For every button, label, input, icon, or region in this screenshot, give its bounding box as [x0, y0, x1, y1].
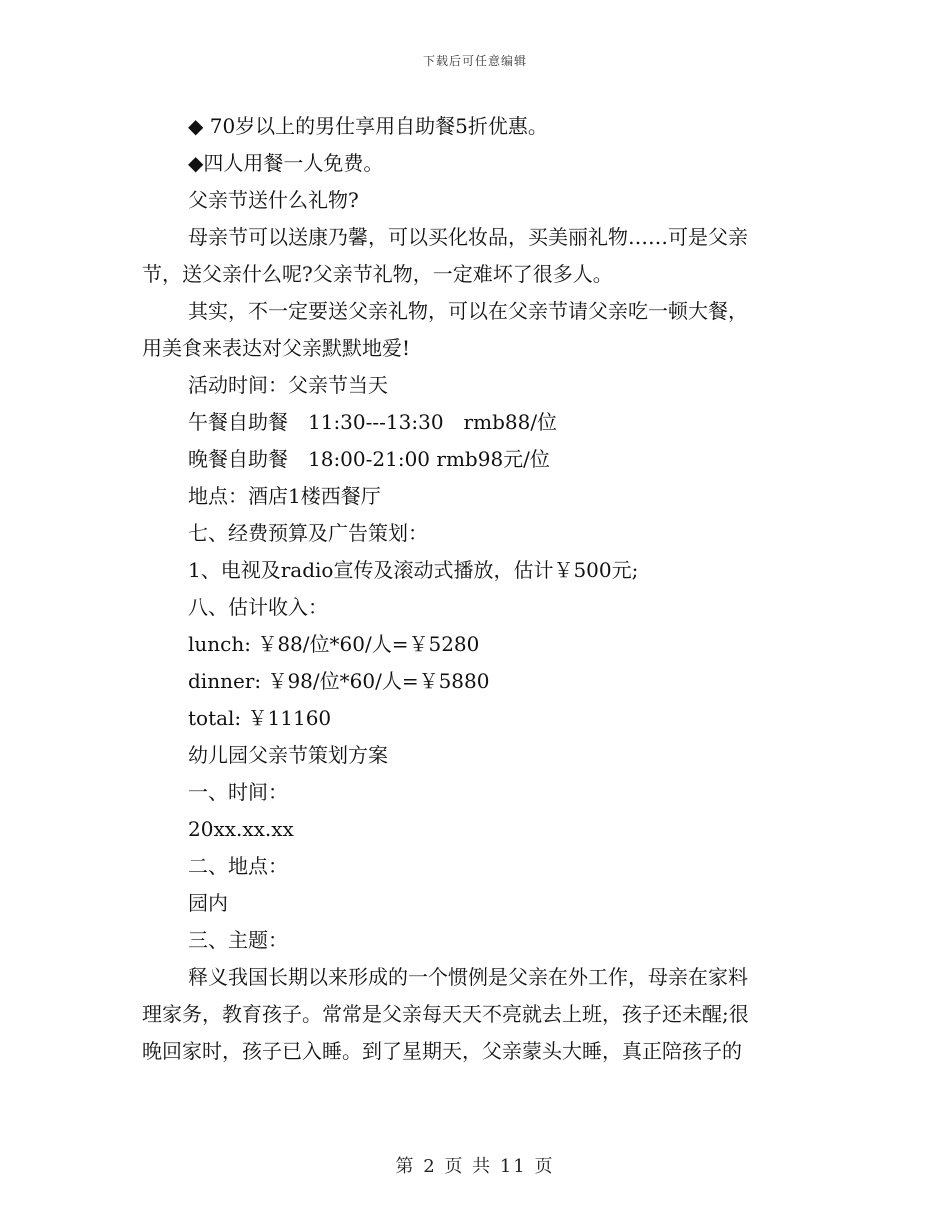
paragraph-line: 其实，不一定要送父亲礼物，可以在父亲节请父亲吃一顿大餐，: [188, 299, 748, 323]
paragraph-line: 活动时间：父亲节当天: [188, 373, 388, 397]
paragraph-line: 1、电视及radio宣传及滚动式播放，估计￥500元;: [188, 558, 639, 582]
document-body: [142, 108, 807, 1070]
paragraph-line: 母亲节可以送康乃馨，可以买化妆品，买美丽礼物……可是父亲: [188, 225, 748, 249]
paragraph-line: 释义我国长期以来形成的一个惯例是父亲在外工作，母亲在家料: [188, 965, 748, 989]
paragraph-line: ◆ 70岁以上的男仕享用自助餐5折优惠。: [188, 114, 548, 138]
section-heading: 二、地点：: [188, 854, 288, 878]
paragraph-line: 午餐自助餐 11:30---13:30 rmb88/位: [188, 410, 558, 434]
section-heading: 七、经费预算及广告策划：: [188, 521, 428, 545]
page-footer: 第 2 页 共 11 页: [395, 1156, 555, 1177]
section-heading: 一、时间：: [188, 780, 288, 804]
section-heading: 八、估计收入：: [188, 595, 328, 619]
document-title: 幼儿园父亲节策划方案: [188, 743, 388, 767]
paragraph-line: 20xx.xx.xx: [188, 817, 294, 841]
section-heading: 三、主题：: [188, 928, 288, 952]
paragraph-line: 晚回家时，孩子已入睡。到了星期天，父亲蒙头大睡，真正陪孩子的: [142, 1039, 742, 1063]
paragraph-line: 节，送父亲什么呢?父亲节礼物，一定难坏了很多人。: [142, 262, 613, 286]
paragraph-line: dinner: ￥98/位*60/人=￥5880: [188, 669, 490, 693]
paragraph-line: 园内: [188, 891, 228, 915]
paragraph-line: 理家务，教育孩子。常常是父亲每天天不亮就去上班，孩子还未醒;很: [142, 1002, 749, 1026]
page-header: 下载后可任意编辑: [422, 54, 527, 68]
paragraph-line: 父亲节送什么礼物?: [188, 188, 359, 212]
paragraph-line: 地点：酒店1楼西餐厅: [188, 484, 381, 508]
paragraph-line: lunch: ￥88/位*60/人=￥5280: [188, 632, 480, 656]
paragraph-line: total: ￥11160: [188, 706, 332, 730]
paragraph-line: 用美食来表达对父亲默默地爱!: [142, 336, 411, 360]
paragraph-line: 晚餐自助餐 18:00-21:00 rmb98元/位: [188, 447, 550, 471]
paragraph-line: ◆四人用餐一人免费。: [188, 151, 384, 175]
